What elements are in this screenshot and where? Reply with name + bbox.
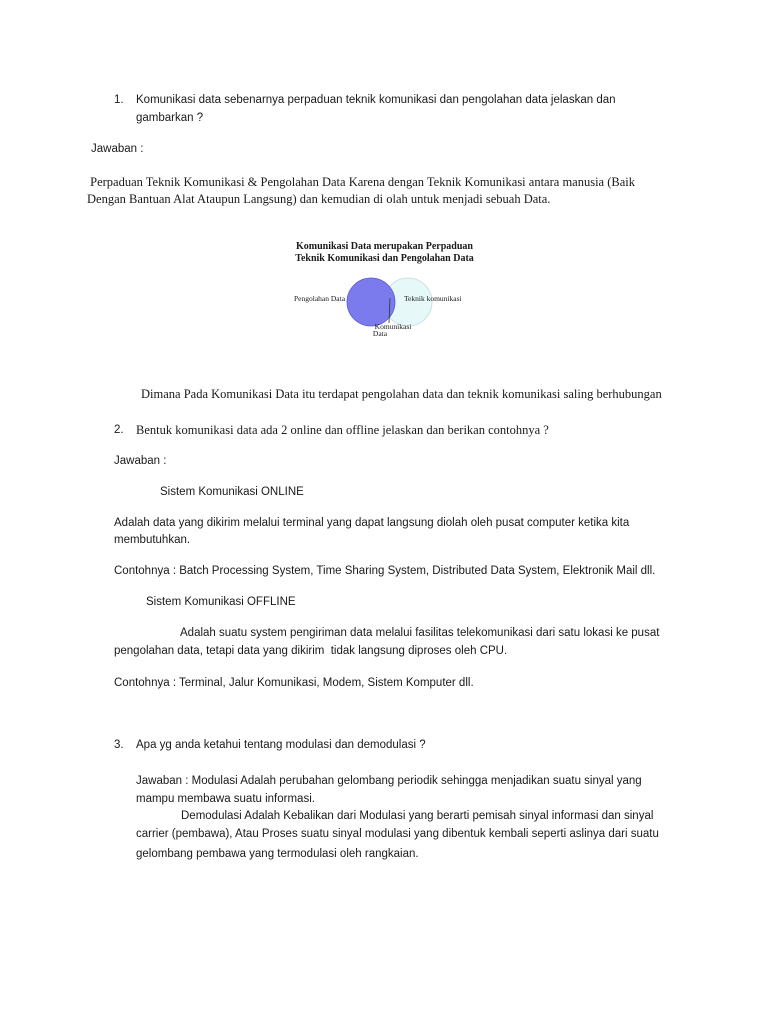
- figure-title-line2: Teknik Komunikasi dan Pengolahan Data: [295, 253, 474, 264]
- pengolahan-data-circle: [347, 278, 395, 326]
- online-definition-line1: Adalah data yang dikirim melalui terminal yang dapat langsung diolah oleh pusat computer ketika kita: [114, 517, 630, 529]
- q1-number: 1.: [114, 94, 124, 106]
- q1-answer-line2: Dengan Bantuan Alat Ataupun Langsung) dan kemudian di olah untuk menjadi sebuah Data.: [87, 192, 551, 206]
- q1-question-line1: Komunikasi data sebenarnya perpaduan teknik komunikasi dan pengolahan data jelaskan dan: [136, 94, 616, 106]
- q3-question: Apa yg anda ketahui tentang modulasi dan demodulasi ?: [136, 739, 426, 751]
- q2-question: Bentuk komunikasi data ada 2 online dan offline jelaskan dan berikan contohnya ?: [136, 423, 549, 437]
- q2-number: 2.: [114, 424, 124, 436]
- q3-answer-line3: Demodulasi Adalah Kebalikan dari Modulasi yang berarti pemisah sinyal informasi dan sinyal: [181, 810, 654, 822]
- q1-answer-line1: Perpaduan Teknik Komunikasi & Pengolahan Data Karena dengan Teknik Komunikasi antara manusia (Baik: [87, 175, 635, 189]
- q3-number: 3.: [114, 739, 124, 751]
- offline-definition-line2: pengolahan data, tetapi data yang dikirim tidak langsung diproses oleh CPU.: [114, 645, 508, 657]
- q1-question-line2: gambarkan ?: [136, 112, 204, 124]
- overlap-label-line1: Komunikasi: [374, 322, 412, 331]
- q3-answer-line2: mampu membawa suatu informasi.: [136, 793, 315, 805]
- right-circle-label: Teknik komunikasi: [404, 294, 462, 303]
- overlap-label-line2: Data: [372, 329, 388, 338]
- online-definition-line2: membutuhkan.: [114, 534, 191, 546]
- q1-answer-label: Jawaban :: [91, 143, 144, 155]
- venn-figure: [262, 240, 512, 340]
- q3-answer-line1: Jawaban : Modulasi Adalah perubahan gelombang periodik sehingga menjadikan suatu sinyal yang: [136, 775, 642, 787]
- offline-example: Contohnya : Terminal, Jalur Komunikasi, Modem, Sistem Komputer dll.: [114, 677, 474, 689]
- q3-answer-line5: gelombang pembawa yang termodulasi oleh rangkaian.: [136, 848, 419, 860]
- q1-conclusion: Dimana Pada Komunikasi Data itu terdapat pengolahan data dan teknik komunikasi saling berhubungan: [141, 387, 662, 401]
- left-circle-label: Pengolahan Data: [294, 294, 346, 303]
- q2-answer-label: Jawaban :: [114, 455, 167, 467]
- offline-definition-line1: Adalah suatu system pengiriman data melalui fasilitas telekomunikasi dari satu lokasi ke pusat: [180, 627, 660, 639]
- q3-answer-line4: carrier (pembawa), Atau Proses suatu sinyal modulasi yang dibentuk kembali seperti aslinya dari suatu: [136, 828, 659, 840]
- online-heading: Sistem Komunikasi ONLINE: [160, 486, 304, 498]
- offline-heading: Sistem Komunikasi OFFLINE: [146, 596, 296, 608]
- online-example: Contohnya : Batch Processing System, Time Sharing System, Distributed Data System, Elektronik Mail dll.: [114, 565, 656, 577]
- figure-title-line1: Komunikasi Data merupakan Perpaduan: [296, 241, 473, 252]
